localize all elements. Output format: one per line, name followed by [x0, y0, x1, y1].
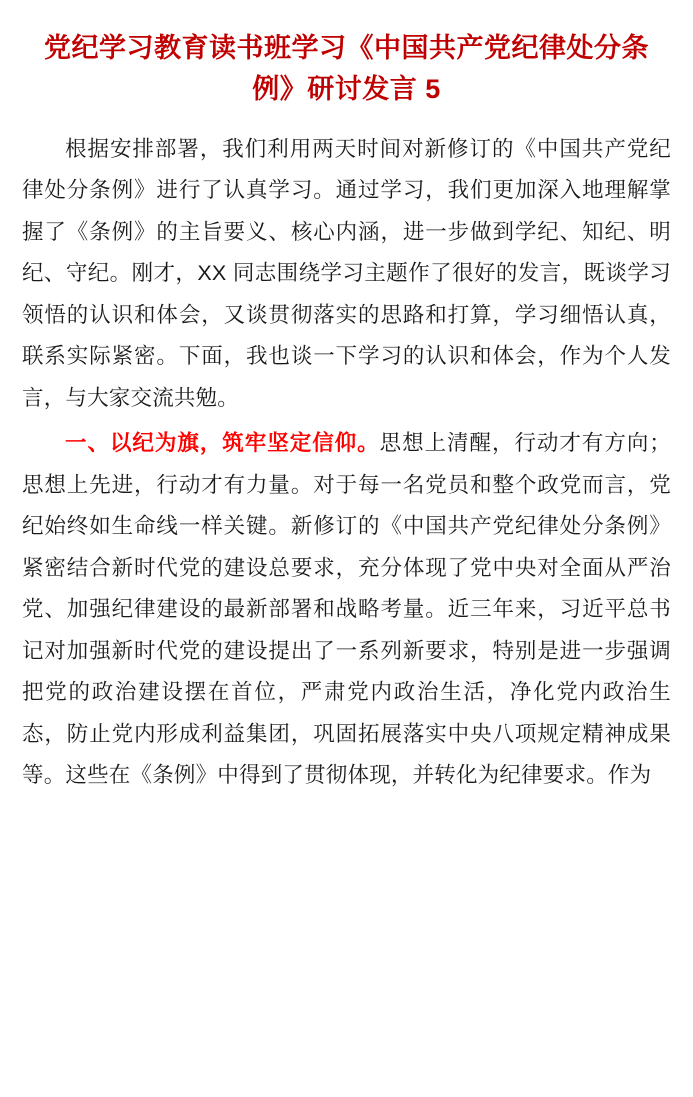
paragraph-intro-text: 根据安排部署，我们利用两天时间对新修订的《中国共产党纪律处分条例》进行了认真学习。通过学习，我们更加深入地理解掌握了《条例》的主旨要义、核心内涵，进一步做到学纪、知纪、明纪、守纪。刚才，XX 同志围绕学习主题作了很好的发言，既谈学习领悟的认识和体会，又谈贯彻落实的思路和打算，学习细悟认真，联系实际紧密。下面，我也谈一下学习的认识和体会，作为个人发言，与大家交流共勉。 — [22, 137, 671, 410]
paragraph-section-one — [22, 423, 671, 796]
section-heading-one: 一、以纪为旗，筑牢坚定信仰。 — [65, 431, 380, 456]
paragraph-intro — [22, 129, 671, 419]
page-title: 党纪学习教育读书班学习《中国共产党纪律处分条例》研讨发言 5 — [44, 33, 649, 104]
section-one-body-text: 思想上清醒，行动才有方向；思想上先进，行动才有力量。对于每一名党员和整个政党而言，党纪始终如生命线一样关键。新修订的《中国共产党纪律处分条例》紧密结合新时代党的建设总要求，充分体现了党中央对全面从严治党、加强纪律建设的最新部署和战略考量。近三年来，习近平总书记对加强新时代党的建设提出了一系列新要求，特别是进一步强调把党的政治建设摆在首位，严肃党内政治生活，净化党内政治生态，防止党内形成利益集团，巩固拓展落实中央八项规定精神成果等。这些在《条例》中得到了贯彻体现，并转化为纪律要求。作为 — [22, 431, 671, 788]
